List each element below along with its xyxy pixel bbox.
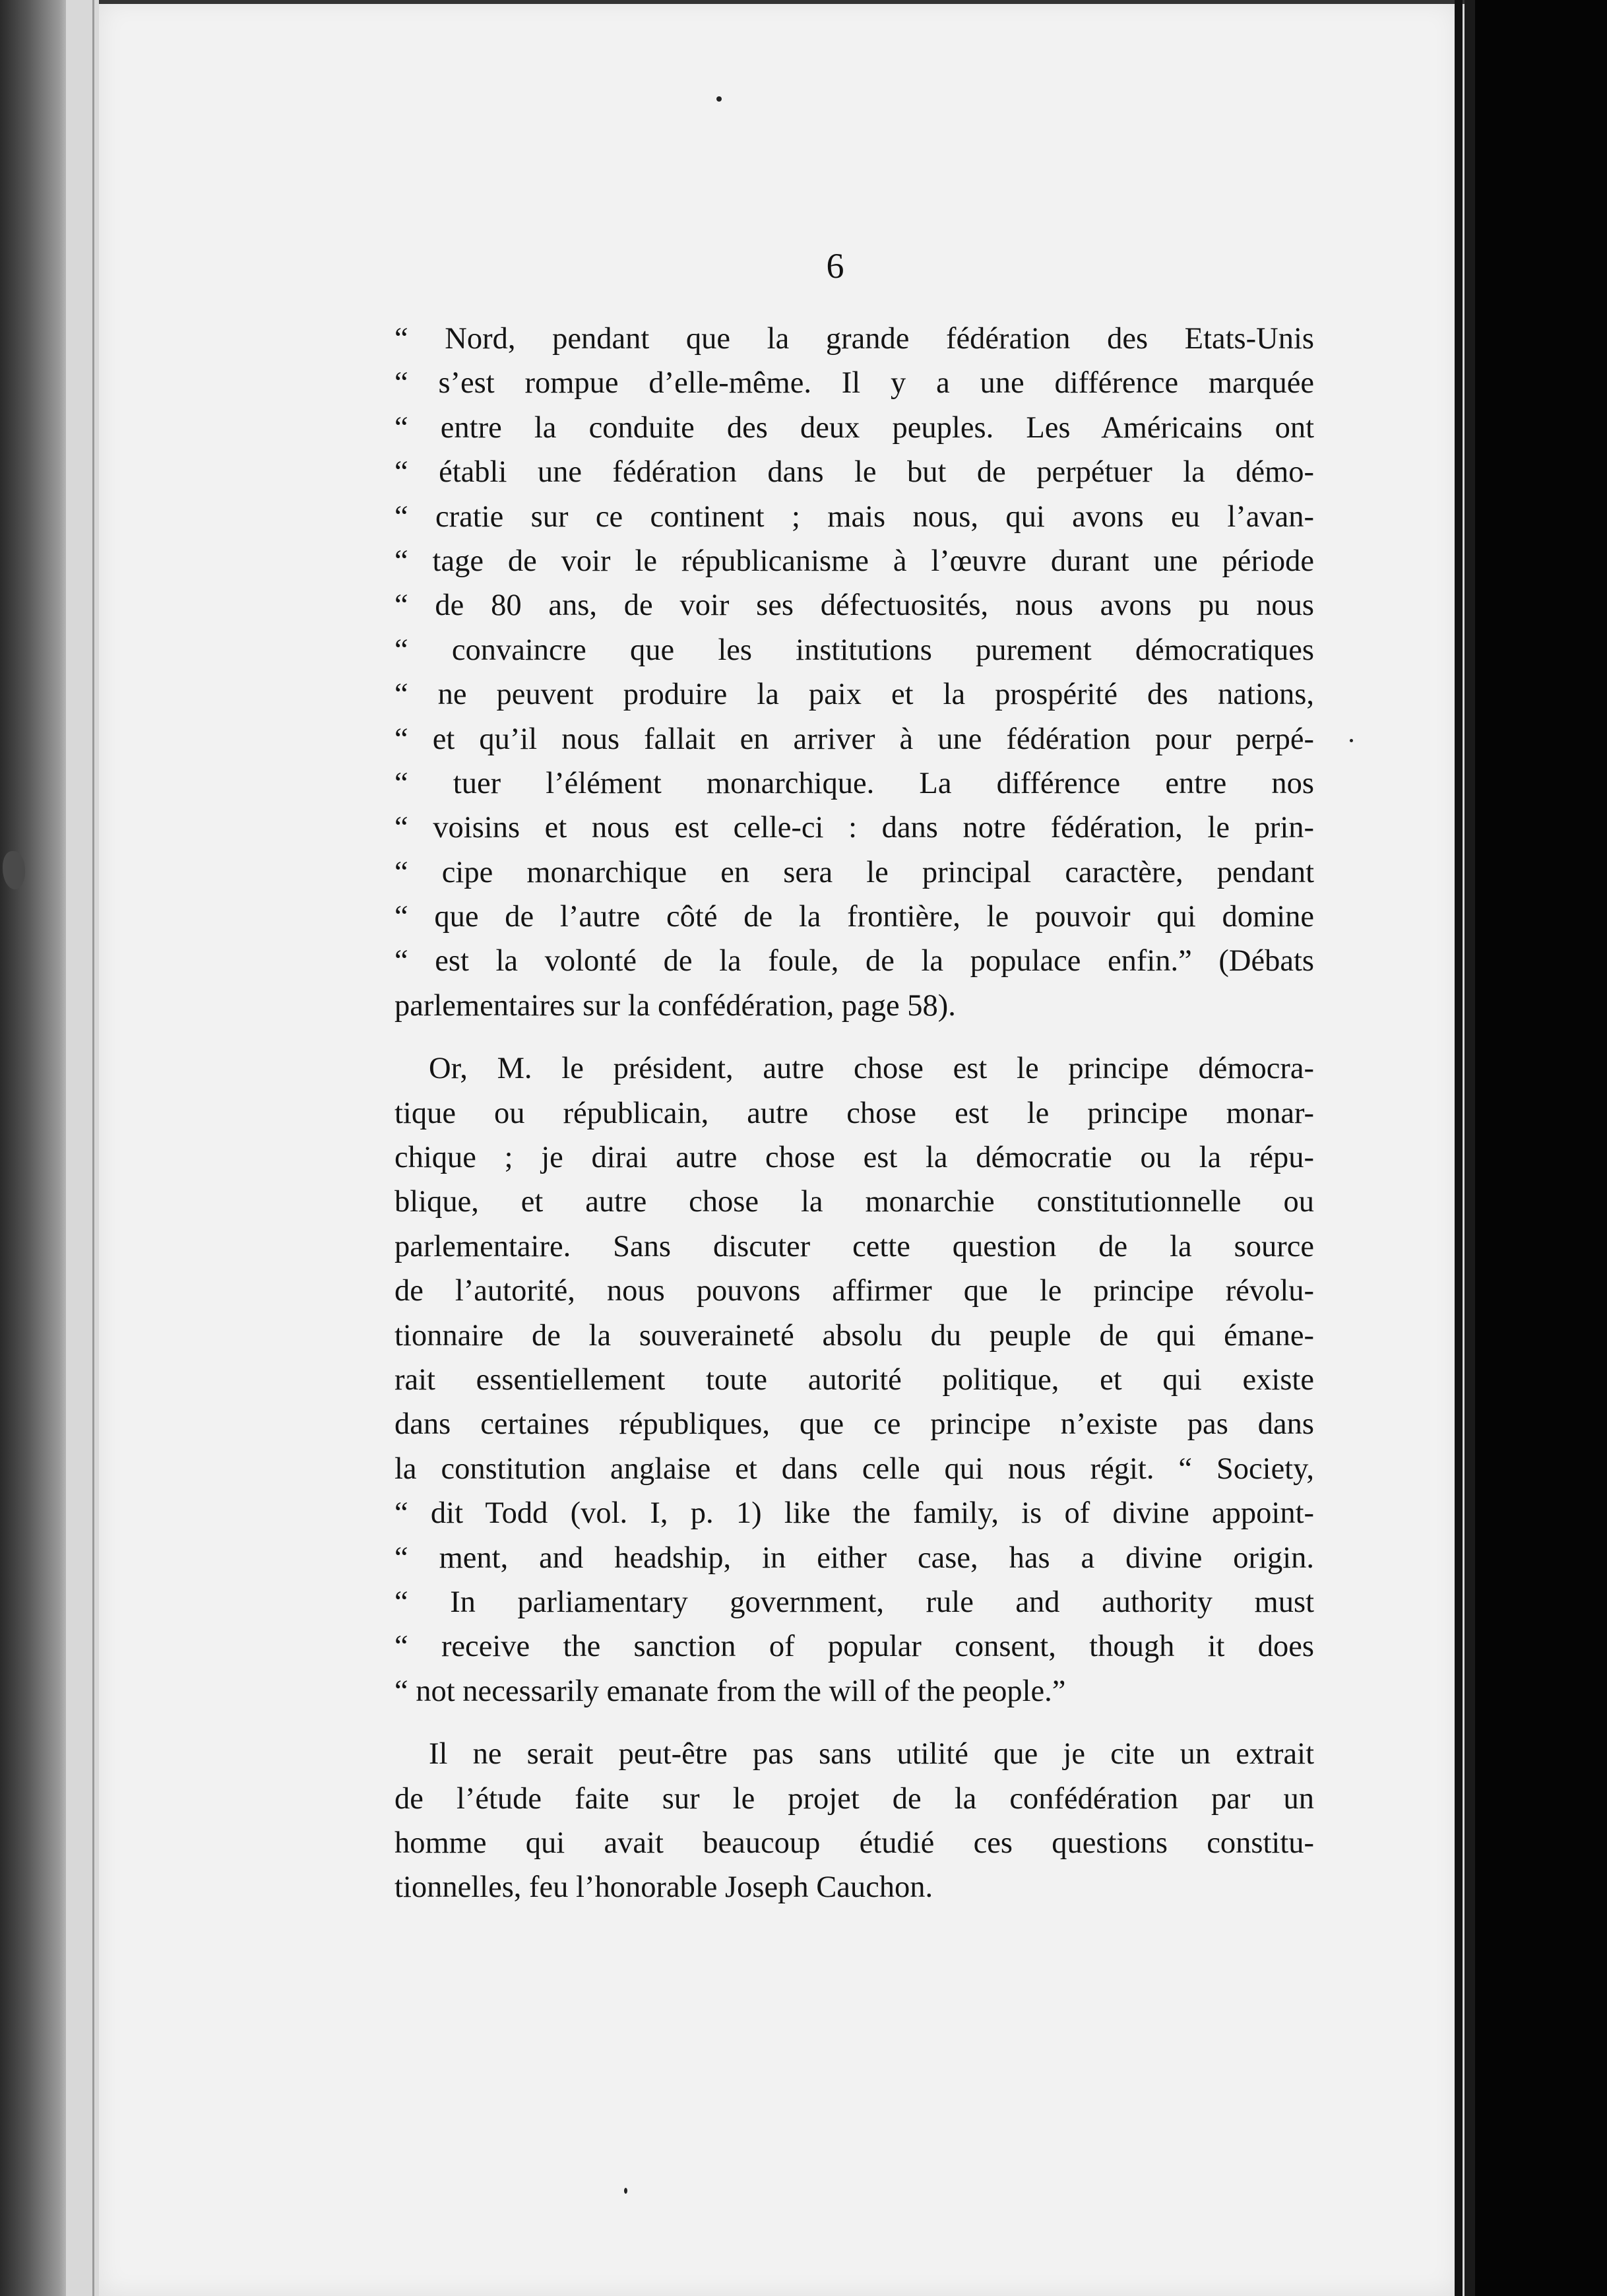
text-line: chique ; je dirai autre chose est la démocratie ou la répu-: [394, 1141, 1314, 1175]
text-line: de l’étude faite sur le projet de la confédération par un: [394, 1781, 1314, 1816]
text-line: “ établi une fédération dans le but de perpétuer la démo-: [394, 455, 1314, 490]
text-line: “ et qu’il nous fallait en arriver à une fédération pour perpé-: [394, 722, 1314, 756]
text-line: homme qui avait beaucoup étudié ces questions constitu-: [394, 1826, 1314, 1860]
page-number: 6: [826, 246, 844, 286]
text-line: Or, M. le président, autre chose est le principe démocra-: [429, 1052, 1314, 1086]
page-right-rule: [1455, 0, 1463, 2296]
text-line: “ In parliamentary government, rule and authority must: [394, 1585, 1314, 1619]
text-line: “ convaincre que les institutions purement démocratiques: [394, 633, 1314, 667]
text-line: “ ne peuvent produire la paix et la prospérité des nations,: [394, 678, 1314, 712]
text-line: “ cratie sur ce continent ; mais nous, qui avons eu l’avan-: [394, 499, 1314, 534]
paragraph-gap: [394, 1028, 1314, 1046]
page-top-rule: [99, 0, 1465, 4]
text-line: “ que de l’autre côté de la frontière, le pouvoir qui domine: [394, 900, 1314, 934]
text-line: blique, et autre chose la monarchie constitutionnelle ou: [394, 1185, 1314, 1219]
scan-right-edge: [1475, 0, 1607, 2296]
text-line: dans certaines républiques, que ce principe n’existe pas dans: [394, 1407, 1314, 1442]
text-line: tionnelles, feu l’honorable Joseph Cauchon.: [394, 1870, 933, 1905]
text-line: parlementaire. Sans discuter cette question de la source: [394, 1229, 1314, 1263]
scan-speck: [716, 96, 722, 102]
text-line: tionnaire de la souveraineté absolu du peuple de qui émane-: [394, 1318, 1314, 1353]
text-line: la constitution anglaise et dans celle qui nous régit. “ Society,: [394, 1451, 1314, 1486]
text-line: tique ou républicain, autre chose est le principe monar-: [394, 1096, 1314, 1130]
text-line: rait essentiellement toute autorité politique, et qui existe: [394, 1362, 1314, 1397]
text-line: parlementaires sur la confédération, page 58).: [394, 988, 956, 1023]
paragraph-closing: [394, 1732, 1314, 1910]
paragraph-body: [394, 1046, 1314, 1713]
body-text: [394, 317, 1314, 1910]
text-line: “ cipe monarchique en sera le principal caractère, pendant: [394, 855, 1314, 889]
paragraph-gap: [394, 1713, 1314, 1732]
text-line: Il ne serait peut-être pas sans utilité que je cite un extrait: [429, 1737, 1314, 1771]
scan-blot: [3, 851, 25, 889]
text-line: “ est la volonté de la foule, de la populace enfin.” (Débats: [394, 944, 1314, 978]
text-line: “ tuer l’élément monarchique. La différence entre nos: [394, 766, 1314, 800]
text-line: “ s’est rompue d’elle-même. Il y a une différence marquée: [394, 366, 1314, 400]
text-line: “ dit Todd (vol. I, p. 1) like the family, is of divine appoint-: [394, 1496, 1314, 1531]
text-line: “ entre la conduite des deux peuples. Les Américains ont: [394, 410, 1314, 445]
text-line: “ ment, and headship, in either case, has a divine origin.: [394, 1541, 1314, 1575]
paragraph-quote: [394, 317, 1314, 1028]
text-line: “ Nord, pendant que la grande fédération des Etats-Unis: [394, 322, 1314, 356]
page-edge-line: [92, 0, 94, 2296]
scan-speck: [624, 2188, 627, 2194]
text-line: “ voisins et nous est celle-ci : dans notre fédération, le prin-: [394, 811, 1314, 845]
text-line: “ de 80 ans, de voir ses défectuosités, nous avons pu nous: [394, 589, 1314, 623]
text-line: “ receive the sanction of popular consent, though it does: [394, 1630, 1314, 1664]
text-line: “ tage de voir le républicanisme à l’œuvre durant une période: [394, 544, 1314, 578]
text-line: “ not necessarily emanate from the will of the people.”: [394, 1674, 1066, 1708]
text-line: de l’autorité, nous pouvons affirmer que le principe révolu-: [394, 1274, 1314, 1308]
scan-left-edge: [0, 0, 73, 2296]
scan-speck: [1350, 739, 1353, 742]
